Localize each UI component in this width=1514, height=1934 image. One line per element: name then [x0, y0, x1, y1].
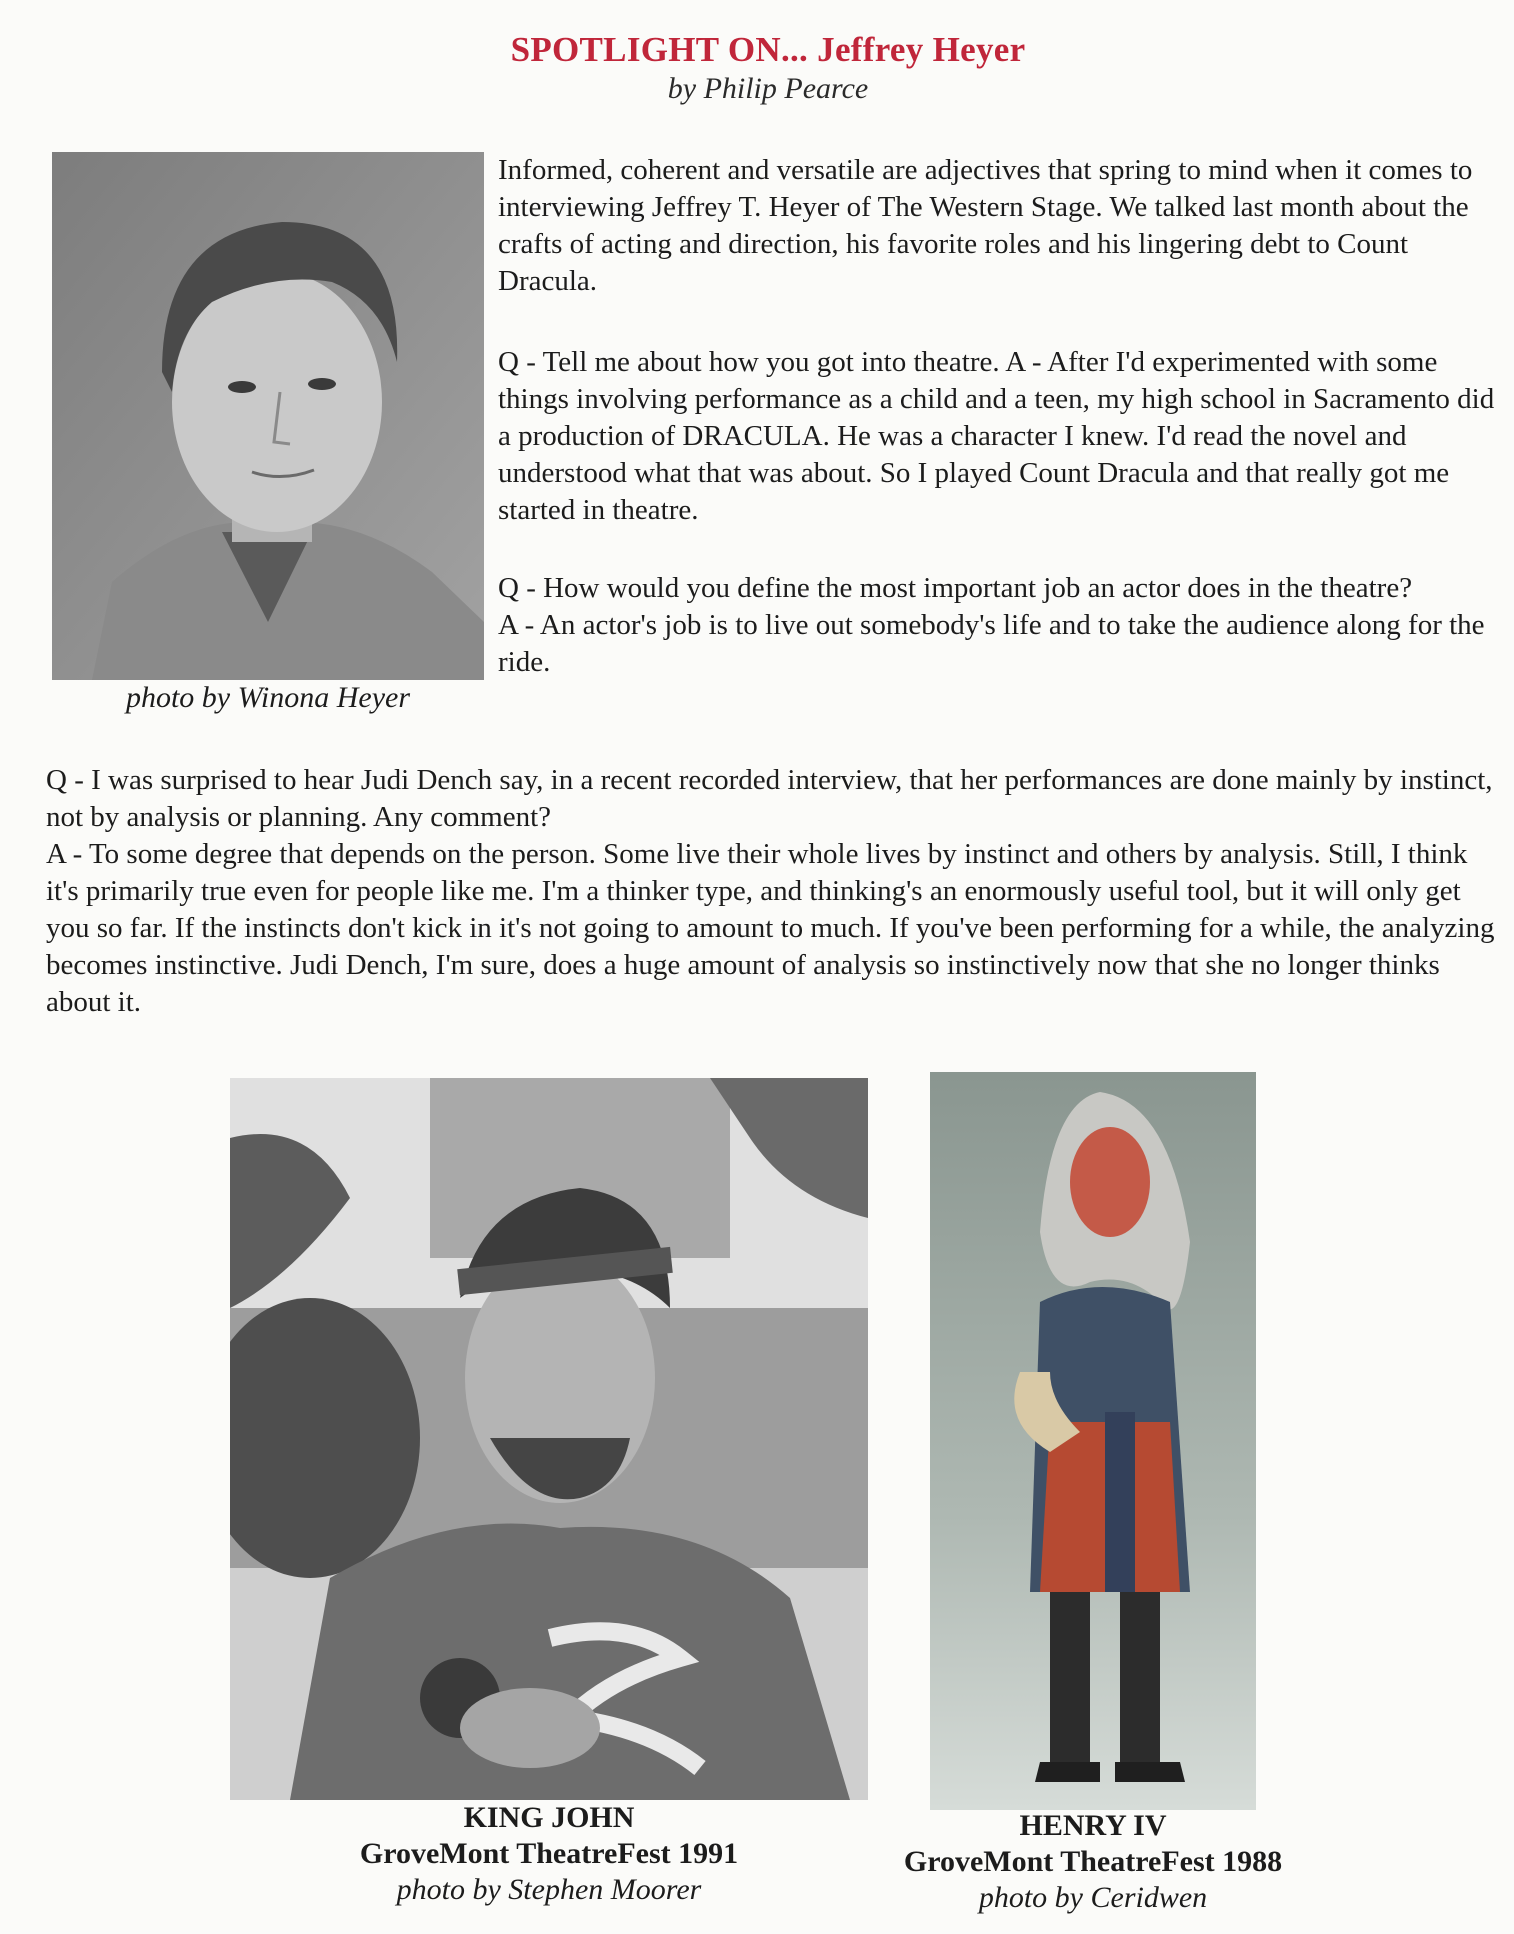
a2-text: A - An actor's job is to live out somebody's life and to take the audience along for the ride. — [498, 609, 1485, 678]
king-john-festival: GroveMont TheatreFest 1991 — [359, 1837, 739, 1870]
henry-iv-credit: photo by Ceridwen — [978, 1881, 1208, 1914]
qa-paragraph-1 — [498, 344, 1498, 529]
a3-text: A - To some degree that depends on the person. Some live their whole lives by instinct and others by analysis. Still, I think it's primarily true even for people like me. I'm a thinker type, and thinking's an enormously useful tool, but it will only get you so far. If the instincts don't kick in it's not going to amount to much. If you've been performing for a while, the analyzing becomes instinctive. Judi Dench, I'm sure, does a huge amount of analysis so instinctively now that she no longer thinks about it. — [46, 838, 1495, 1018]
intro-text: Informed, coherent and versatile are adjectives that spring to mind when it comes to interviewing Jeffrey T. Heyer of The Western Stage. We talked last month about the crafts of acting and direction, his favorite roles and his lingering debt to Count Dracula. — [498, 154, 1473, 297]
henry-iv-play: HENRY IV — [1019, 1809, 1167, 1842]
qa-paragraph-3 — [46, 762, 1496, 1021]
portrait-caption — [52, 680, 484, 716]
article-byline: by Philip Pearce — [667, 72, 869, 105]
q3-text: Q - I was surprised to hear Judi Dench say, in a recent recorded interview, that her performances are done mainly by instinct, not by analysis or planning. Any comment? — [46, 764, 1493, 833]
qa1-text: Q - Tell me about how you got into theatre. A - After I'd experimented with some things involving performance as a child and a teen, my high school in Sacramento did a production of DRACULA. He was a character I knew. I'd read the novel and understood what that was about. So I played Count Dracula and that really got me started in theatre. — [498, 346, 1495, 526]
portrait-photo — [52, 152, 484, 680]
intro-paragraph — [498, 152, 1498, 300]
q2-text: Q - How would you define the most important job an actor does in the theatre? — [498, 572, 1413, 604]
article-title: SPOTLIGHT ON... Jeffrey Heyer — [510, 30, 1026, 69]
henry-iv-festival: GroveMont TheatreFest 1988 — [903, 1845, 1283, 1878]
qa-paragraph-2 — [498, 570, 1498, 681]
king-john-credit: photo by Stephen Moorer — [396, 1873, 702, 1906]
henry-iv-caption — [860, 1808, 1326, 1916]
henry-iv-photo — [930, 1072, 1256, 1810]
king-john-play: KING JOHN — [463, 1801, 635, 1834]
portrait-credit: photo by Winona Heyer — [125, 681, 411, 714]
king-john-caption — [230, 1800, 868, 1908]
king-john-photo — [230, 1078, 868, 1800]
